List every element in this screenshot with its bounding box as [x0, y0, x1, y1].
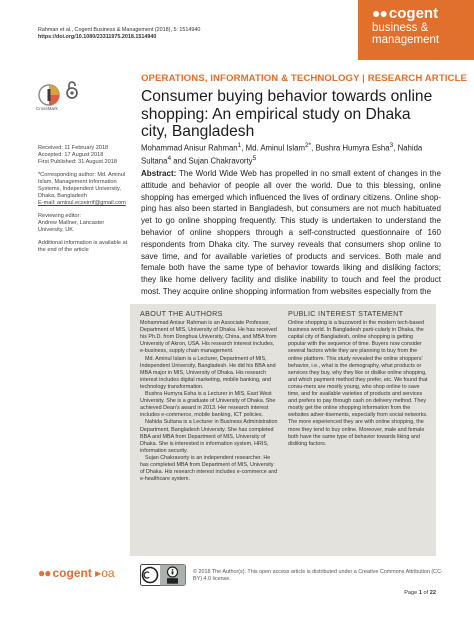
public-interest-heading: PUBLIC INTEREST STATEMENT — [288, 309, 404, 318]
page-number: Page 1 of 22 — [404, 590, 436, 596]
author-name[interactable]: Bushra Humyra Esha — [315, 143, 390, 153]
public-interest-statement — [288, 310, 428, 448]
author-list: Mohammad Anisur Rahman$^1$, Md. Aminul Islam$^{2*}$, Bushra Humyra Esha$^3$, Nahida Sultana$^4$ and Sujan Chakravorty$^5$ — [141, 142, 423, 166]
abstract-text: The World Wide Web has propelled in no small extent of changes in the attitude and behavior of people all over the world. Due to this blessing, online shopping has emerged which influenced the lives of ordinary citizens. Online shop-ping has also been started in Bangladesh, but consumers are not much habituated yet to go online shopping frequently. This study is undertaken to understand the behavior of online shoppers through a self-constructed questionnaire of 160 respondents from Dhaka city. The survey reveals that consumers shop online to save time, and for available varieties of products and services. Both male and female both have the same type of behavior towards liking and disliking factors; they like home delivery facility and dislike inability to touch and feel the product most. They acquire online shopping information from websites especially from the — [141, 169, 441, 296]
citation-text: Rahman et al., Cogent Business & Management (2018), 5: 1514940 — [38, 27, 201, 33]
info-panel — [130, 304, 436, 556]
crossmark-icon[interactable] — [38, 84, 60, 106]
about-the-authors — [140, 310, 278, 483]
author-bio: Md. Aminul Islam is a Lecturer, Department of MIS, Independent University, Bangladesh. He did his BBA and MBA major in MIS, University of Dhaka. His research interest includes digital marketing, mobile banking, and technology transformation. — [140, 355, 276, 390]
article-title: Consumer buying behavior towards online shopping: An empirical study on Dhaka city, Bangladesh — [141, 88, 433, 140]
doi-link[interactable]: https://doi.org/10.1080/23311975.2018.1514940 — [38, 34, 157, 40]
open-access-icon — [66, 80, 78, 100]
author-name[interactable]: Sujan Chakravorty — [188, 156, 253, 166]
cogent-oa-logo[interactable]: ●● cogent ▸oa — [38, 566, 115, 580]
abstract-label: Abstract: — [141, 169, 177, 178]
journal-logo[interactable] — [358, 0, 474, 60]
author-bio: Nahida Sultana is a Lecturer in Business Administration Department, Bangladesh University. She has completed BBA and MBA from Department of MIS, University of Dhaka. She is interested in information system, HRIS, information security. — [140, 419, 278, 454]
crossmark-label: CrossMark — [36, 106, 58, 111]
article-metadata-sidebar — [38, 145, 130, 260]
creative-commons-icon[interactable] — [140, 564, 186, 586]
journal-brand: ●● cogent — [372, 5, 439, 22]
author-bio: Sujan Chakravorty is an independent researcher. He has completed MBA from Department of MIS, University of Dhaka. His research interest includes e-commerce and e-healthcare system. — [140, 454, 278, 483]
public-interest-text: Online shopping is a buzzword in the modern tech-based business world. In Bangladesh parti-cularly in Dhaka, the capital city of Bangladesh, online shopping is getting popular with the sequence of time. Buyers now consider several factors while they are planning to buy from the online platform. This study revealed the online shoppers' behavior, i.e., what is the demography, what products or services they buy, why they like or dislike online shopping, and which payment method they prefer, etc. We found that consu-mers are mostly young, who shop online to save time, and for available varieties of products and services and prefers to pay through cash on delivery method. They mostly get the online shopping information from the websites adver-tisements, especially from social networks. The more experienced they are with online shopping, the more they tend to buy online. Moreover, male and female both have the same type of behavior towards liking and disliking factors. — [288, 320, 428, 447]
cogent-dots-icon: ●● — [38, 566, 51, 580]
email-link[interactable]: E-mail: aminul.ecseirrif@gmail.com — [38, 200, 126, 206]
journal-subtitle: business & management — [372, 22, 440, 46]
corresponding-author: *Corresponding author: Md. Aminul Islam, Management Information Systems, Independent University, Dhaka, Bangladesh E-mail: aminul.ecseirrif@gmail.com — [38, 172, 126, 206]
dates: Received: 11 February 2018 Accepted: 17 August 2018 First Published: 31 August 2018 — [38, 145, 117, 165]
citation-block — [38, 27, 200, 41]
reviewing-editor: Reviewing editor: Andrew Mallner, Lancaster University, UK — [38, 213, 105, 233]
author-bio: Mohammad Anisur Rahman is an Associate Professor, Department of MIS, University of Dhaka. He has received his Ph.D. from Donghua University, China, and MBA from University of Akron, USA. His research interest includes, e-business, supply chain management. — [140, 320, 277, 355]
author-name[interactable]: Mohammad Anisur Rahman — [141, 143, 238, 153]
about-heading: ABOUT THE AUTHORS — [140, 309, 223, 318]
cogent-dots-icon: ●● — [372, 5, 387, 21]
author-name[interactable]: Nahida Sultana — [141, 143, 423, 166]
article-category: OPERATIONS, INFORMATION & TECHNOLOGY | RESEARCH ARTICLE — [141, 73, 468, 84]
additional-info: Additional information is available at the end of the article — [38, 240, 128, 253]
license-text: © 2018 The Author(s). This open access article is distributed under a Creative Commons Attribution (CC-BY) 4.0 license. — [193, 569, 443, 582]
author-name[interactable]: Md. Aminul Islam — [245, 143, 305, 153]
oa-arrow-icon: ▸ — [91, 566, 102, 580]
abstract — [141, 168, 441, 298]
author-bio: Bushra Humyra Esha is a Lecturer in MIS, East West University. She is a graduate of University of Dhaka. She achieved Dean's award in 2013. Her research interest includes e-commerce, mobile banking, ICT policies. — [140, 391, 276, 419]
